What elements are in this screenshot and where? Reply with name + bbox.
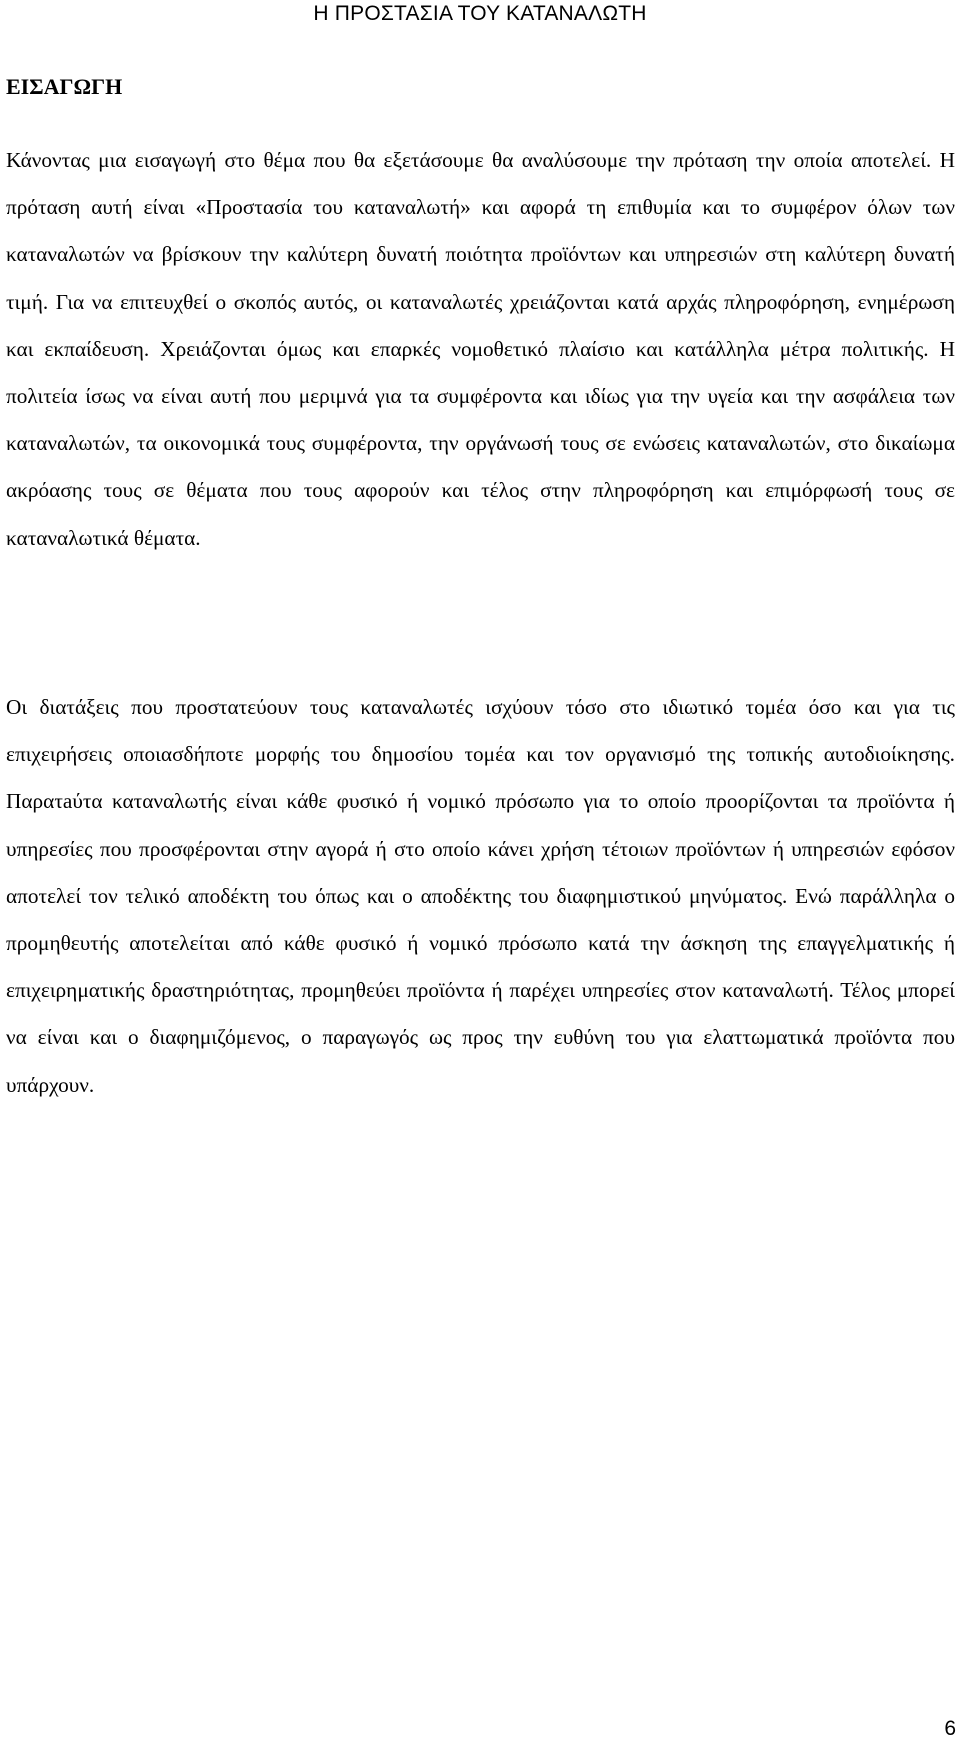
running-header: Η ΠΡΟΣΤΑΣΙΑ ΤΟΥ ΚΑΤΑΝΑΛΩΤΗ xyxy=(313,2,647,25)
page-number: 6 xyxy=(944,1717,956,1740)
paragraph-provisions: Οι διατάξεις που προστατεύουν τους καταναλωτές ισχύουν τόσο στο ιδιωτικό τομέα όσο και για τις επιχειρήσεις οποιασδήποτε μορφής του δημοσίου τομέα και τον οργανισμό της τοπικής αυτοδιοίκησης. Παρατaύτα καταναλωτής είναι κάθε φυσικό ή νομικό πρόσωπο για το οποίο προορίζονται τα προϊόντα ή υπηρεσίες που προσφέρονται στην αγορά ή στο οποίο κάνει χρήση τέτοιων προϊόντων ή υπηρεσιών εφόσον αποτελεί τον τελικό αποδέκτη του όπως και ο αποδέκτης του διαφημιστικού μηνύματος. Ενώ παράλληλα ο προμηθευτής αποτελείται από κάθε φυσικό ή νομικό πρόσωπο κατά την άσκηση της επαγγελματικής ή επιχειρηματικής δραστηριότητας, προμηθεύει προϊόντα ή παρέχει υπηρεσίες στον καταναλωτή. Τέλος μπορεί να είναι και ο διαφημιζόμενος, ο παραγωγός ως προς την ευθύνη του για ελαττωματικά προϊόντα που υπάρχουν. xyxy=(6,695,955,1097)
paragraph-introduction: Κάνοντας μια εισαγωγή στο θέμα που θα εξετάσουμε θα αναλύσουμε την πρόταση την οποία αποτελεί. Η πρόταση αυτή είναι «Προστασία του καταναλωτή» και αφορά τη επιθυμία και το συμφέρον όλων των καταναλωτών να βρίσκουν την καλύτερη δυνατή ποιότητα προϊόντων και υπηρεσιών στη καλύτερη δυνατή τιμή. Για να επιτευχθεί ο σκοπός αυτός, οι καταναλωτές χρειάζονται κατά αρχάς πληροφόρηση, ενημέρωση και εκπαίδευση. Χρειάζονται όμως και επαρκές νομοθετικό πλαίσιο και κατάλληλα μέτρα πολιτικής. Η πολιτεία ίσως να είναι αυτή που μεριμνά για τα συμφέροντα και ιδίως για την υγεία και την ασφάλεια των καταναλωτών, τα οικονομικά τους συμφέροντα, την οργάνωσή τους σε ενώσεις καταναλωτών, στο δικαίωμα ακρόασης τους σε θέματα που τους αφορούν και τέλος στην πληροφόρηση και επιμόρφωσή τους σε καταναλωτικά θέματα. xyxy=(6,148,955,550)
section-heading: ΕΙΣΑΓΩΓΗ xyxy=(6,74,123,99)
